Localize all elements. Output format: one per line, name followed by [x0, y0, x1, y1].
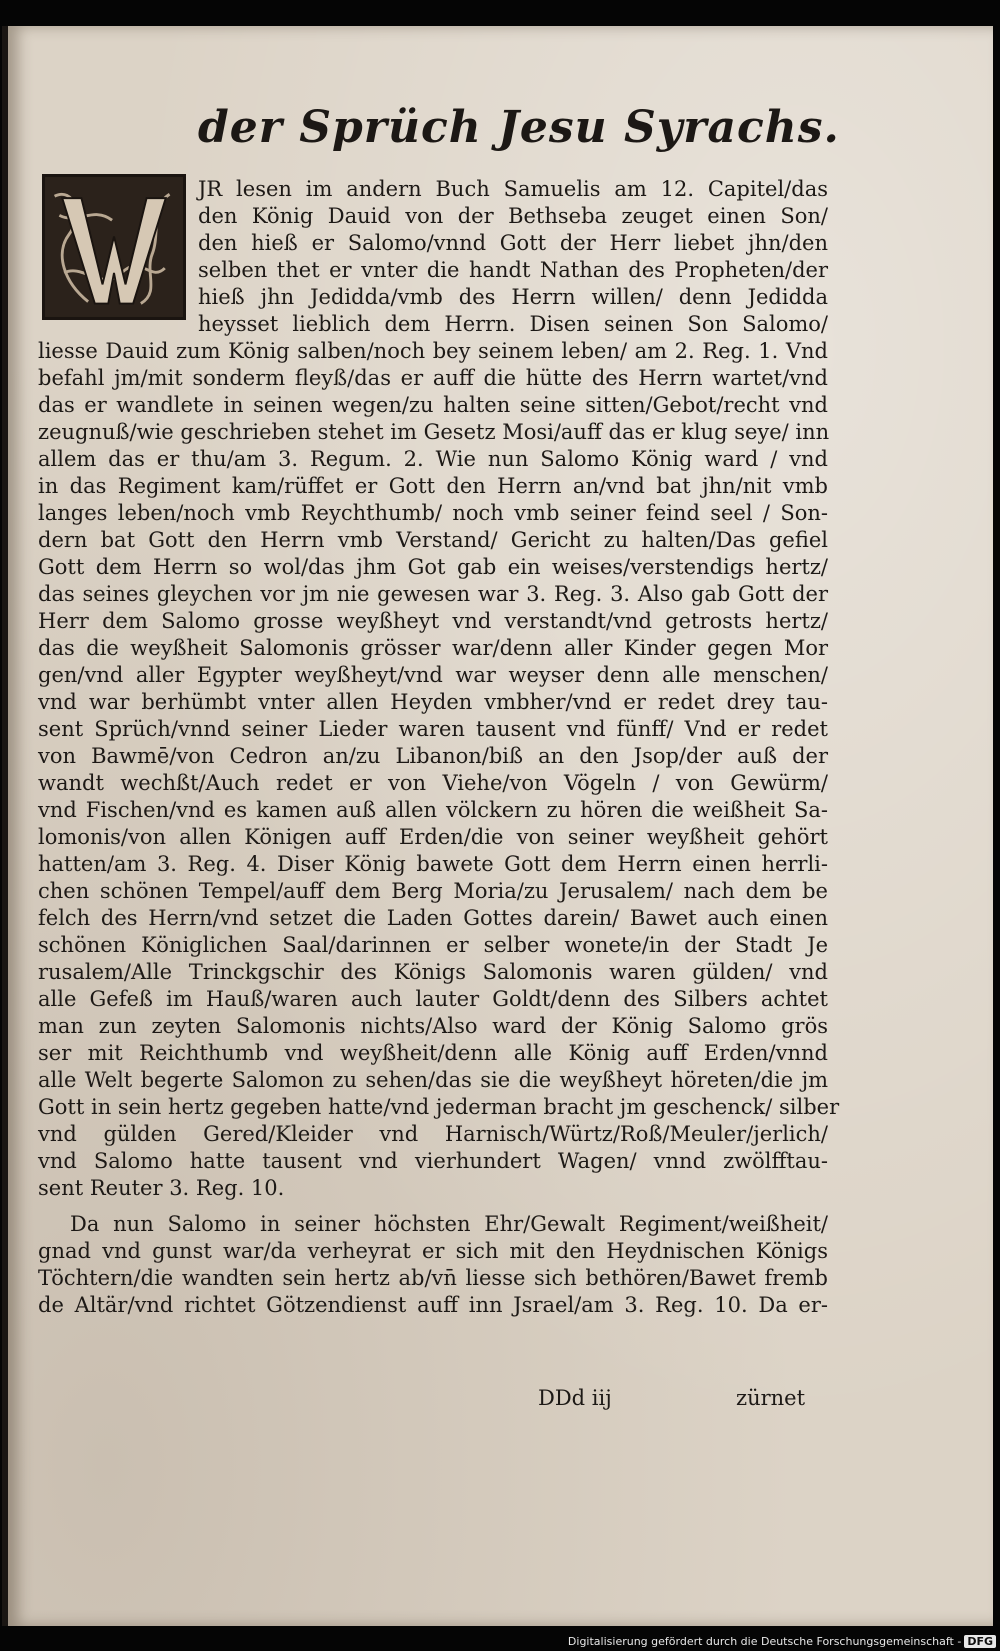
text-line: zeugnuß/wie geschrieben stehet im Gesetz Mosi/auff das er klug seye/ inn	[38, 420, 830, 444]
running-header: der Sprüch Jesu Syrachs.	[198, 102, 840, 153]
text-line: Da nun Salomo in seiner höchsten Ehr/Gewalt Regiment/weißheit/	[70, 1212, 828, 1236]
text-line: chen schönen Tempel/auff dem Berg Moria/zu Jerusalem/ nach dem be	[38, 879, 828, 903]
text-line: hatten/am 3. Reg. 4. Diser König bawete Gott dem Herrn einen herrli-	[38, 852, 828, 876]
credit-text: Digitalisierung gefördert durch die Deutsche Forschungsgemeinschaft -	[567, 1635, 962, 1648]
text-line: JR lesen im andern Buch Samuelis am 12. Capitel/das	[198, 177, 828, 201]
text-line: wandt wechßt/Auch redet er von Viehe/von Vögeln / von Gewürm/	[38, 771, 828, 795]
text-line: vnd war berhümbt vnter allen Heyden vmbher/vnd er redet drey tau-	[38, 690, 828, 714]
text-line: allem das er thu/am 3. Regum. 2. Wie nun Salomo König ward / vnd	[38, 447, 828, 471]
text-line: de Altär/vnd richtet Götzendienst auff inn Jsrael/am 3. Reg. 10. Da er-	[38, 1293, 828, 1317]
text-line: heysset lieblich dem Herrn. Disen seinen Son Salomo/	[198, 312, 828, 336]
text-line: sent Sprüch/vnnd seiner Lieder waren tausent vnd fünff/ Vnd er redet	[38, 717, 828, 741]
text-line: langes leben/noch vmb Reychthumb/ noch vmb seiner feind seel / Son-	[38, 501, 828, 525]
text-line: gnad vnd gunst war/da verheyrat er sich mit den Heydnischen Königs	[38, 1239, 828, 1263]
text-line: befahl jm/mit sonderm fleyß/das er auff die hütte des Herrn wartet/vnd	[38, 366, 828, 390]
text-line: vnd Fischen/vnd es kamen auß allen völckern zu hören die weißheit Sa-	[38, 798, 828, 822]
text-line: schönen Königlichen Saal/darinnen er selber wonete/in der Stadt Je	[38, 933, 828, 957]
text-line: liesse Dauid zum König salben/noch bey seinem leben/ am 2. Reg. 1. Vnd	[38, 339, 828, 363]
text-line: den König Dauid von der Bethseba zeuget einen Son/	[198, 204, 828, 228]
text-line: vnd Salomo hatte tausent vnd vierhundert Wagen/ vnnd zwölfftau-	[38, 1149, 828, 1173]
text-line: felch des Herrn/vnd setzet die Laden Gottes darein/ Bawet auch einen	[38, 906, 828, 930]
text-line: rusalem/Alle Trinckgschir des Königs Salomonis waren gülden/ vnd	[38, 960, 828, 984]
text-line: Herr dem Salomo grosse weyßheyt vnd verstandt/vnd getrosts hertz/	[38, 609, 828, 633]
text-line: man zun zeyten Salomonis nichts/Also ward der König Salomo grös	[38, 1014, 828, 1038]
text-line: gen/vnd aller Egypter weyßheyt/vnd war weyser denn alle menschen/	[38, 663, 828, 687]
book-page	[2, 26, 993, 1626]
text-line: alle Welt begerte Salomon zu sehen/das sie die weyßheyt höreten/die jm	[38, 1068, 828, 1092]
text-line: von Bawmē/von Cedron an/zu Libanon/biß an den Jsop/der auß der	[38, 744, 828, 768]
text-line: hieß jhn Jedidda/vmb des Herrn willen/ denn Jedidda	[198, 285, 828, 309]
text-line: dern bat Gott den Herrn vmb Verstand/ Gericht zu halten/Das gefiel	[38, 528, 828, 552]
text-line: alle Gefeß im Hauß/waren auch lauter Goldt/denn des Silbers achtet	[38, 987, 828, 1011]
decorated-initial-w-icon	[42, 174, 186, 320]
text-line: in das Regiment kam/rüffet er Gott den Herrn an/vnd bat jhn/nit vmb	[38, 474, 828, 498]
text-line: ser mit Reichthumb vnd weyßheit/denn alle König auff Erden/vnnd	[38, 1041, 828, 1065]
text-line: vnd gülden Gered/Kleider vnd Harnisch/Würtz/Roß/Meuler/jerlich/	[38, 1122, 828, 1146]
text-line: Gott in sein hertz gegeben hatte/vnd jederman bracht jm geschenck/ silber	[38, 1095, 840, 1119]
text-line: das er wandlete in seinen wegen/zu halten seine sitten/Gebot/recht vnd	[38, 393, 828, 417]
digitization-credit	[568, 1635, 996, 1648]
dfg-logo-icon: DFG	[964, 1635, 996, 1648]
text-line: Gott dem Herrn so wol/das jhm Got gab ein weises/verstendigs hertz/	[38, 555, 828, 579]
text-line: sent Reuter 3. Reg. 10.	[38, 1176, 285, 1200]
text-line: den hieß er Salomo/vnnd Gott der Herr liebet jhn/den	[198, 231, 828, 255]
text-line: selben thet er vnter die handt Nathan des Propheten/der	[198, 258, 828, 282]
text-line: Töchtern/die wandten sein hertz ab/vn̄ liesse sich bethören/Bawet fremb	[38, 1266, 828, 1290]
text-line: lomonis/von allen Königen auff Erden/die von seiner weyßheit gehört	[38, 825, 828, 849]
catchword: zürnet	[736, 1386, 806, 1410]
text-line: das seines gleychen vor jm nie gewesen war 3. Reg. 3. Also gab Gott der	[38, 582, 828, 606]
text-line: das die weyßheit Salomonis grösser war/denn aller Kinder gegen Mor	[38, 636, 828, 660]
signature-mark: DDd iij	[538, 1386, 612, 1410]
